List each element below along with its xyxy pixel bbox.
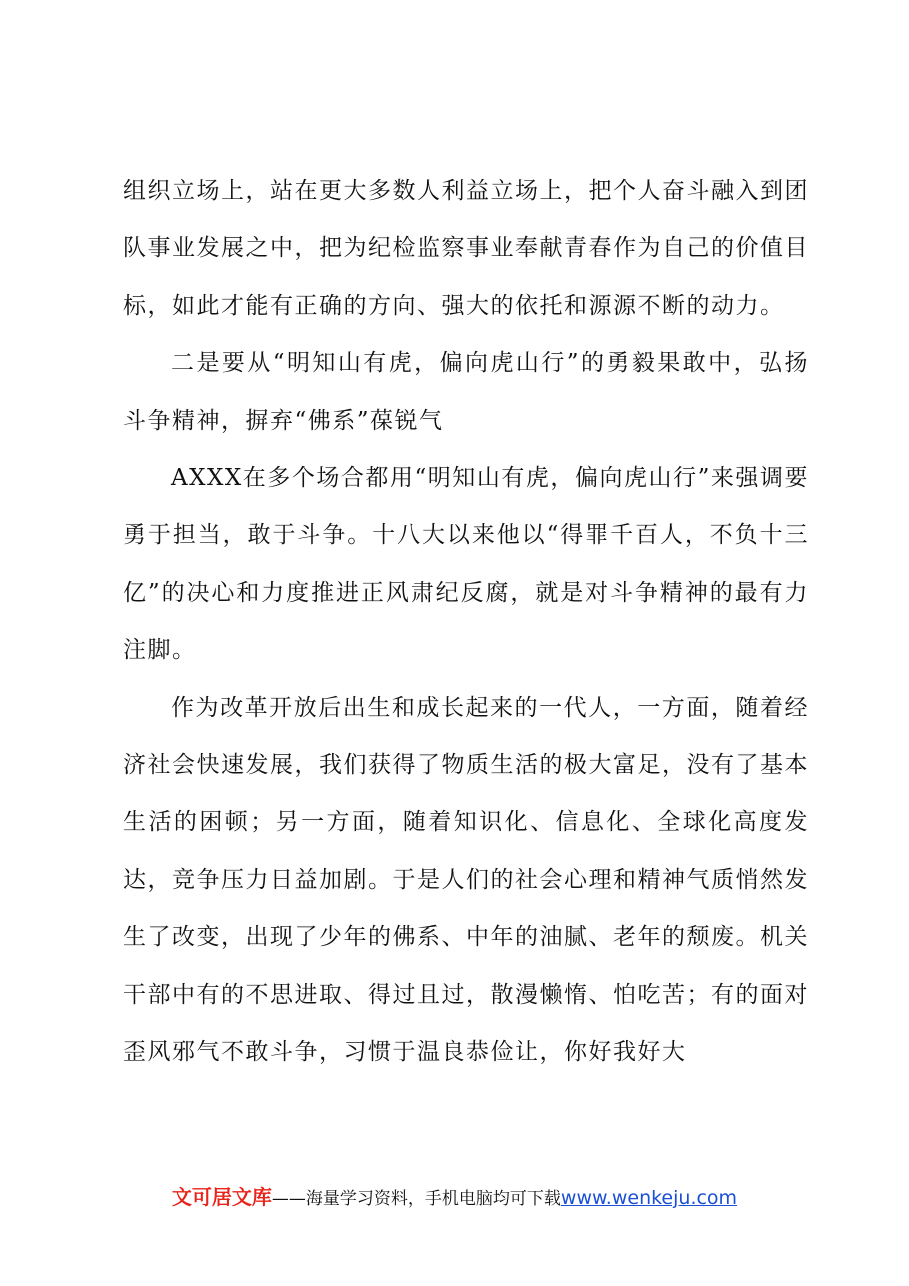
footer-brand: 文可居文库 xyxy=(171,1185,272,1209)
paragraph-continuation: 组织立场上，站在更大多数人利益立场上，把个人奋斗融入到团队事业发展之中，把为纪检监察事业奉献青春作为自己的价值目标，如此才能有正确的方向、强大的依托和源源不断的动力。 xyxy=(123,178,809,319)
footer-slogan: ——海量学习资料，手机电脑均可下载 xyxy=(271,1189,561,1209)
paragraph: 作为改革开放后出生和成长起来的一代人，一方面，随着经济社会快速发展，我们获得了物质生活的极大富足，没有了基本生活的困顿；另一方面，随着知识化、信息化、全球化高度发达，竞争压力日益加剧。于是人们的社会心理和精神气质悄然发生了改变，出现了少年的佛系、中年的油腻、老年的颓废。机关干部中有的不思进取、得过且过，散漫懒惰、怕吃苦；有的面对歪风邪气不敢斗争，习惯于温良恭俭让，你好我好大 xyxy=(123,694,809,1066)
footer-link[interactable]: www.wenkeju.com xyxy=(560,1187,738,1209)
paragraph: AXXX在多个场合都用“明知山有虎，偏向虎山行”来强调要勇于担当，敢于斗争。十八大以来他以“得罪千百人，不负十三亿”的决心和力度推进正风肃纪反腐，就是对斗争精神的最有力注脚。 xyxy=(123,465,809,664)
footer-banner xyxy=(0,1181,909,1210)
document-body xyxy=(123,163,809,1082)
section-heading: 二是要从“明知山有虎，偏向虎山行”的勇毅果敢中，弘扬斗争精神，摒弃“佛系”葆锐气 xyxy=(123,350,809,434)
